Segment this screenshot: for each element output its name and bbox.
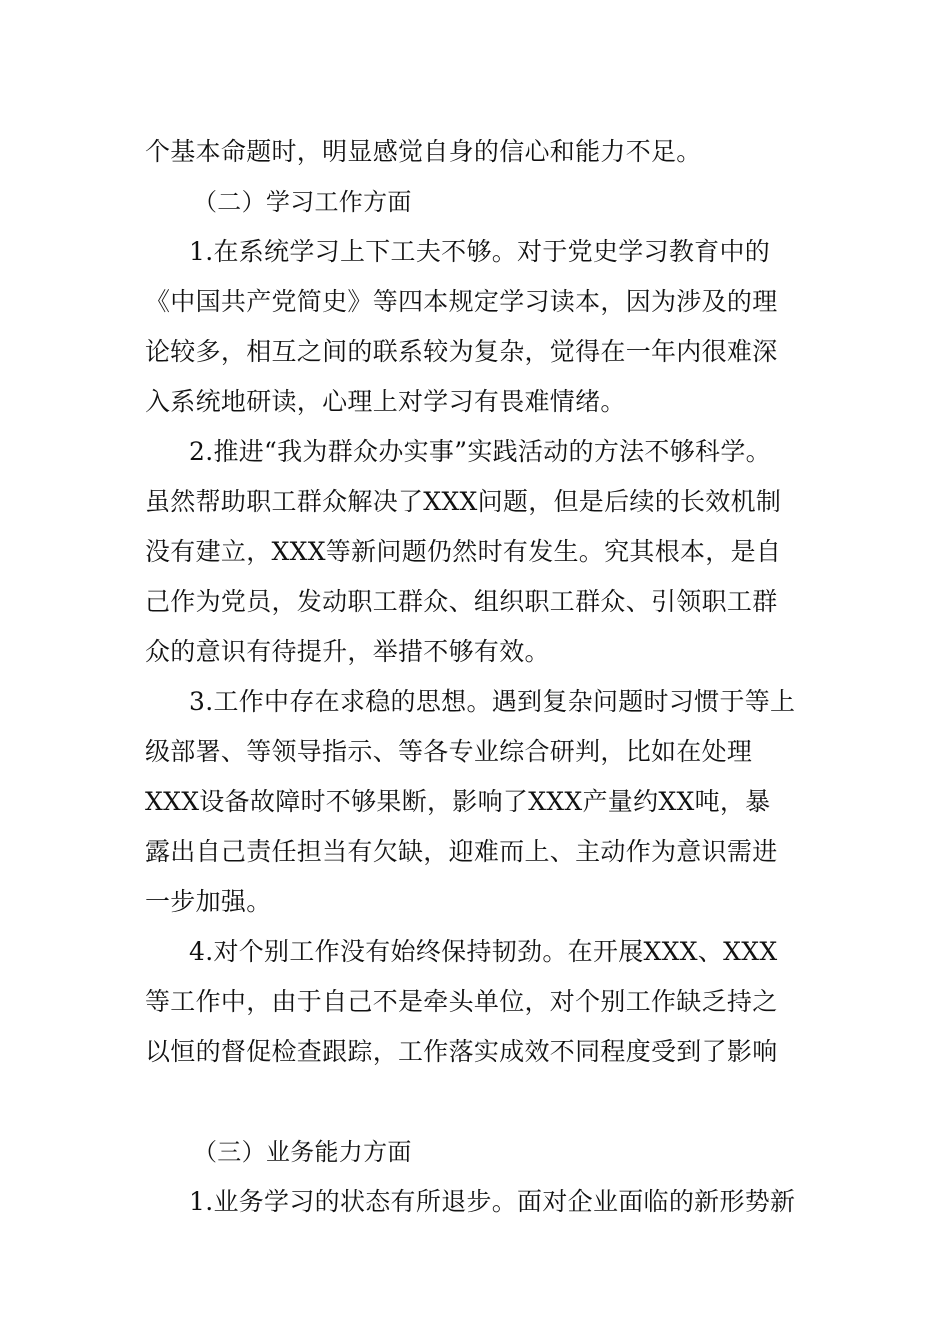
item-3-line-3: XXX设备故障时不够果断，影响了XXX产量约XX吨，暴 <box>145 787 771 816</box>
section-heading-business-ability: （三）业务能力方面 <box>193 1138 412 1166</box>
item-3-line-5: 一步加强。 <box>145 887 272 916</box>
item-2-line-3: 没有建立，XXX等新问题仍然时有发生。究其根本，是自 <box>145 537 782 566</box>
paragraph-gap <box>145 1077 813 1127</box>
paragraph-continuation: 个基本命题时，明显感觉自身的信心和能力不足。 <box>145 137 702 166</box>
item-4-line-3: 以恒的督促检查跟踪，工作落实成效不同程度受到了影响 <box>145 1037 778 1066</box>
item-2-line-2: 虽然帮助职工群众解决了XXX问题，但是后续的长效机制 <box>145 487 782 516</box>
item-1-line-2: 《中国共产党简史》等四本规定学习读本，因为涉及的理 <box>145 287 778 316</box>
item-4-line-2: 等工作中，由于自己不是牵头单位，对个别工作缺乏持之 <box>145 987 778 1016</box>
item-1-line-4: 入系统地研读，心理上对学习有畏难情绪。 <box>145 387 626 416</box>
section-heading-study-work: （二）学习工作方面 <box>193 188 412 216</box>
item-3-line-4: 露出自己责任担当有欠缺，迎难而上、主动作为意识需进 <box>145 837 778 866</box>
item-2-line-4: 己作为党员，发动职工群众、组织职工群众、引领职工群 <box>145 587 778 616</box>
item-3-line-1: 3.工作中存在求稳的思想。遇到复杂问题时习惯于等上 <box>189 687 796 716</box>
item-2-line-1: 2.推进“我为群众办实事”实践活动的方法不够科学。 <box>189 437 771 466</box>
item-1-line-1: 1.在系统学习上下工夫不够。对于党史学习教育中的 <box>189 237 771 266</box>
document-body <box>145 127 813 1227</box>
item-1-line-3: 论较多，相互之间的联系较为复杂，觉得在一年内很难深 <box>145 337 778 366</box>
business-item-1-line-1: 1.业务学习的状态有所退步。面对企业面临的新形势新 <box>189 1187 796 1216</box>
item-3-line-2: 级部署、等领导指示、等各专业综合研判，比如在处理 <box>145 737 753 766</box>
item-2-line-5: 众的意识有待提升，举措不够有效。 <box>145 637 550 666</box>
item-4-line-1: 4.对个别工作没有始终保持韧劲。在开展XXX、XXX <box>189 937 778 966</box>
